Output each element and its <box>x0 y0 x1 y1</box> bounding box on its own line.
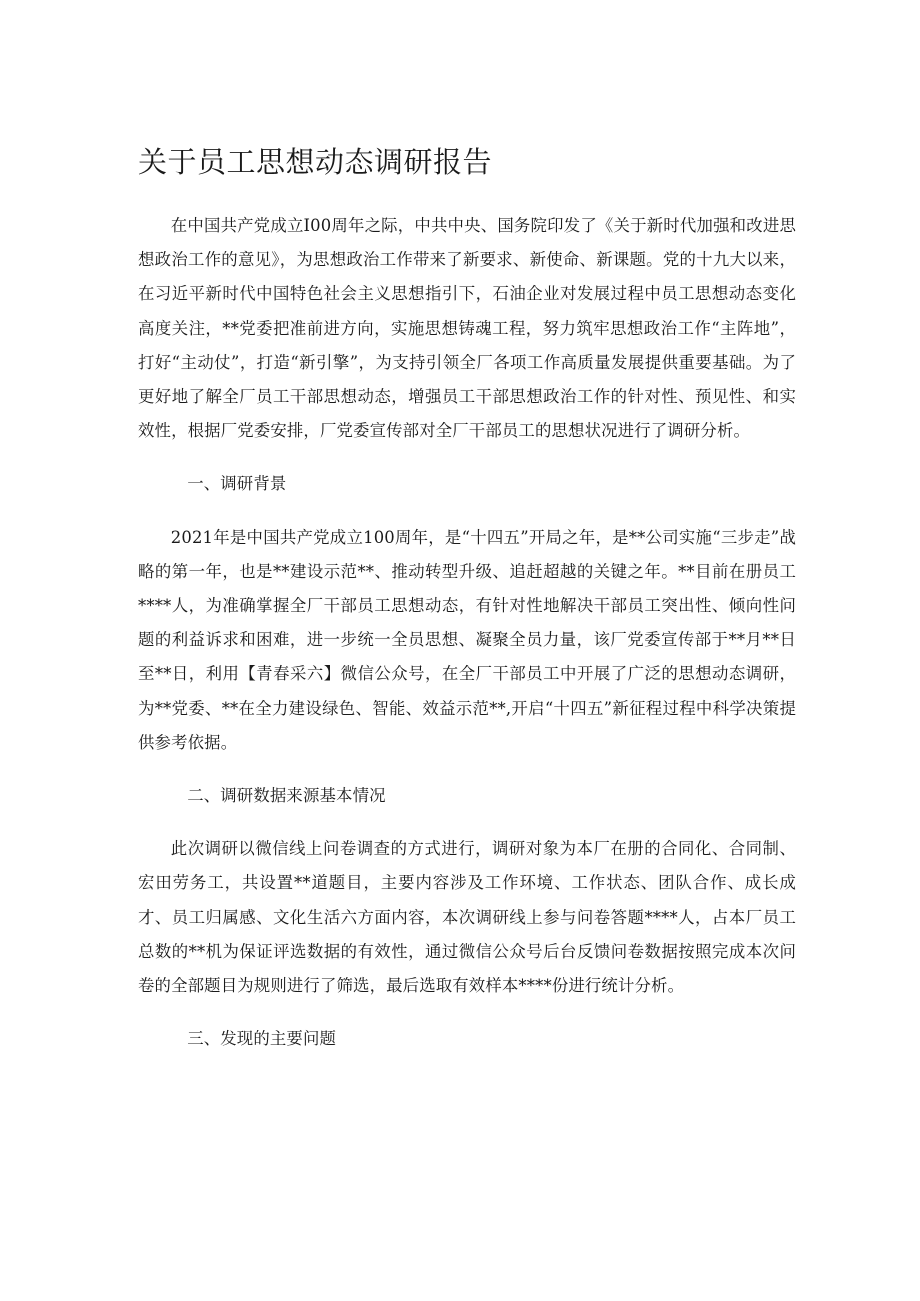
section-1-heading: 一、调研背景 <box>187 474 287 494</box>
section-3-heading: 三、发现的主要问题 <box>187 1029 337 1049</box>
document-title: 关于员工思想动态调研报告 <box>138 145 493 179</box>
intro-paragraph: 在中国共产党成立I00周年之际，中共中央、国务院印发了《关于新时代加强和改进思想政治工作的意见》，为思想政治工作带来了新要求、新使命、新课题。党的十九大以来，在习近平新时代中国特色社会主义思想指引下，石油企业对发展过程中员工思想动态变化高度关注，**党委把准前进方向，实施思想铸魂工程，努力筑牢思想政治工作“主阵地”，打好“主动仗”，打造“新引擎”，为支持引领全厂各项工作高质量发展提供重要基础。为了更好地了解全厂员工干部思想动态，增强员工干部思想政治工作的针对性、预见性、和实效性，根据厂党委安排，厂党委宣传部对全厂干部员工的思想状况进行了调研分析。 <box>138 216 796 441</box>
section-1-paragraph: 2021年是中国共产党成立100周年，是“十四五”开局之年，是**公司实施“三步走”战略的第一年，也是**建设示范**、推动转型升级、追赶超越的关键之年。**目前在册员工****人，为准确掌握全厂干部员工思想动态，有针对性地解决干部员工突出性、倾向性问题的利益诉求和困难，进一步统一全员思想、凝聚全员力量，该厂党委宣传部于**月**日至**日，利用【青春采六】微信公众号，在全厂干部员工中开展了广泛的思想动态调研，为**党委、**在全力建设绿色、智能、效益示范**,开启“十四五”新征程过程中科学决策提供参考依据。 <box>138 527 796 752</box>
section-2-paragraph: 此次调研以微信线上问卷调查的方式进行，调研对象为本厂在册的合同化、合同制、宏田劳务工，共设置**道题目，主要内容涉及工作环境、工作状态、团队合作、成长成才、员工归属感、文化生活六方面内容，本次调研线上参与问卷答题****人，占本厂员工总数的**机为保证评选数据的有效性，通过微信公众号后台反馈问卷数据按照完成本次问卷的全部题目为规则进行了筛选，最后选取有效样本****份进行统计分析。 <box>138 839 796 996</box>
section-2-heading: 二、调研数据来源基本情况 <box>187 786 386 806</box>
document-body <box>138 209 796 1056</box>
